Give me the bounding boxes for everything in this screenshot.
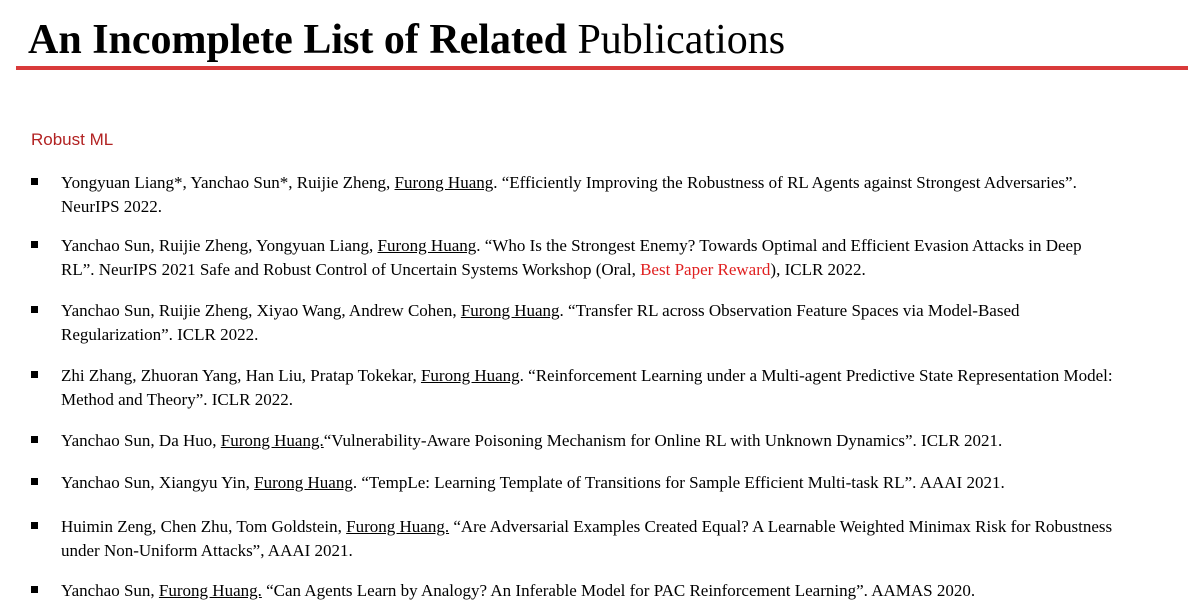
- highlighted-author: Furong Huang: [420, 366, 520, 385]
- highlighted-author: Furong Huang: [377, 236, 477, 255]
- publication-line: Yongyuan Liang*, Yanchao Sun*, Ruijie Zheng, Furong Huang. “Efficiently Improving the Robustness of RL Agents against Strongest Adversaries”.: [61, 173, 1077, 192]
- square-bullet-icon: [31, 436, 38, 443]
- publication-text: [61, 171, 1191, 219]
- publication-line: Yanchao Sun, Ruijie Zheng, Xiyao Wang, Andrew Cohen, Furong Huang. “Transfer RL across Observation Feature Spaces via Model-Based: [61, 301, 1020, 320]
- page-title-regular: Publications: [577, 17, 786, 63]
- publication-text: [61, 515, 1191, 563]
- publication-line: under Non-Uniform Attacks”, AAAI 2021.: [61, 541, 353, 560]
- square-bullet-icon: [31, 522, 38, 529]
- publication-line: Yanchao Sun, Xiangyu Yin, Furong Huang. “TempLe: Learning Template of Transitions for Sample Efficient Multi-task RL”. AAAI 2021.: [61, 473, 1005, 492]
- publication-text: [61, 364, 1191, 412]
- publication-line: Method and Theory”. ICLR 2022.: [61, 390, 293, 409]
- publication-line: Yanchao Sun, Da Huo, Furong Huang.“Vulnerability-Aware Poisoning Mechanism for Online RL with Unknown Dynamics”. ICLR 2021.: [61, 431, 1003, 450]
- publication-line: Regularization”. ICLR 2022.: [61, 325, 259, 344]
- title-underline-rule: [16, 66, 1188, 70]
- highlighted-author: Furong Huang.: [346, 517, 450, 536]
- publication-text: [61, 471, 1191, 495]
- page-title: [28, 14, 785, 66]
- award-highlight: Best Paper Reward: [640, 260, 771, 279]
- publication-text: [61, 299, 1191, 347]
- publication-text: [61, 579, 1191, 603]
- page-title-bold: An Incomplete List of Related: [28, 17, 567, 63]
- highlighted-author: Furong Huang: [254, 473, 353, 492]
- publication-line: RL”. NeurIPS 2021 Safe and Robust Control of Uncertain Systems Workshop (Oral, Best Paper Reward), ICLR 2022.: [61, 260, 866, 279]
- square-bullet-icon: [31, 241, 38, 248]
- section-heading: Robust ML: [31, 130, 114, 149]
- publication-text: [61, 234, 1191, 282]
- square-bullet-icon: [31, 371, 38, 378]
- highlighted-author: Furong Huang: [460, 301, 560, 320]
- highlighted-author: Furong Huang: [394, 173, 494, 192]
- publication-line: Yanchao Sun, Furong Huang. “Can Agents Learn by Analogy? An Inferable Model for PAC Reinforcement Learning”. AAMAS 2020.: [61, 581, 976, 600]
- square-bullet-icon: [31, 306, 38, 313]
- square-bullet-icon: [31, 478, 38, 485]
- highlighted-author: Furong Huang.: [158, 581, 262, 600]
- publication-line: NeurIPS 2022.: [61, 197, 163, 216]
- square-bullet-icon: [31, 178, 38, 185]
- square-bullet-icon: [31, 586, 38, 593]
- publication-line: Huimin Zeng, Chen Zhu, Tom Goldstein, Furong Huang. “Are Adversarial Examples Created Equal? A Learnable Weighted Minimax Risk for Robustness: [61, 517, 1113, 536]
- publication-line: Yanchao Sun, Ruijie Zheng, Yongyuan Liang, Furong Huang. “Who Is the Strongest Enemy? Towards Optimal and Efficient Evasion Attacks in Deep: [61, 236, 1082, 255]
- publication-line: Zhi Zhang, Zhuoran Yang, Han Liu, Pratap Tokekar, Furong Huang. “Reinforcement Learning under a Multi-agent Predictive State Representation Model:: [61, 366, 1113, 385]
- publication-text: [61, 429, 1191, 453]
- highlighted-author: Furong Huang.: [220, 431, 324, 450]
